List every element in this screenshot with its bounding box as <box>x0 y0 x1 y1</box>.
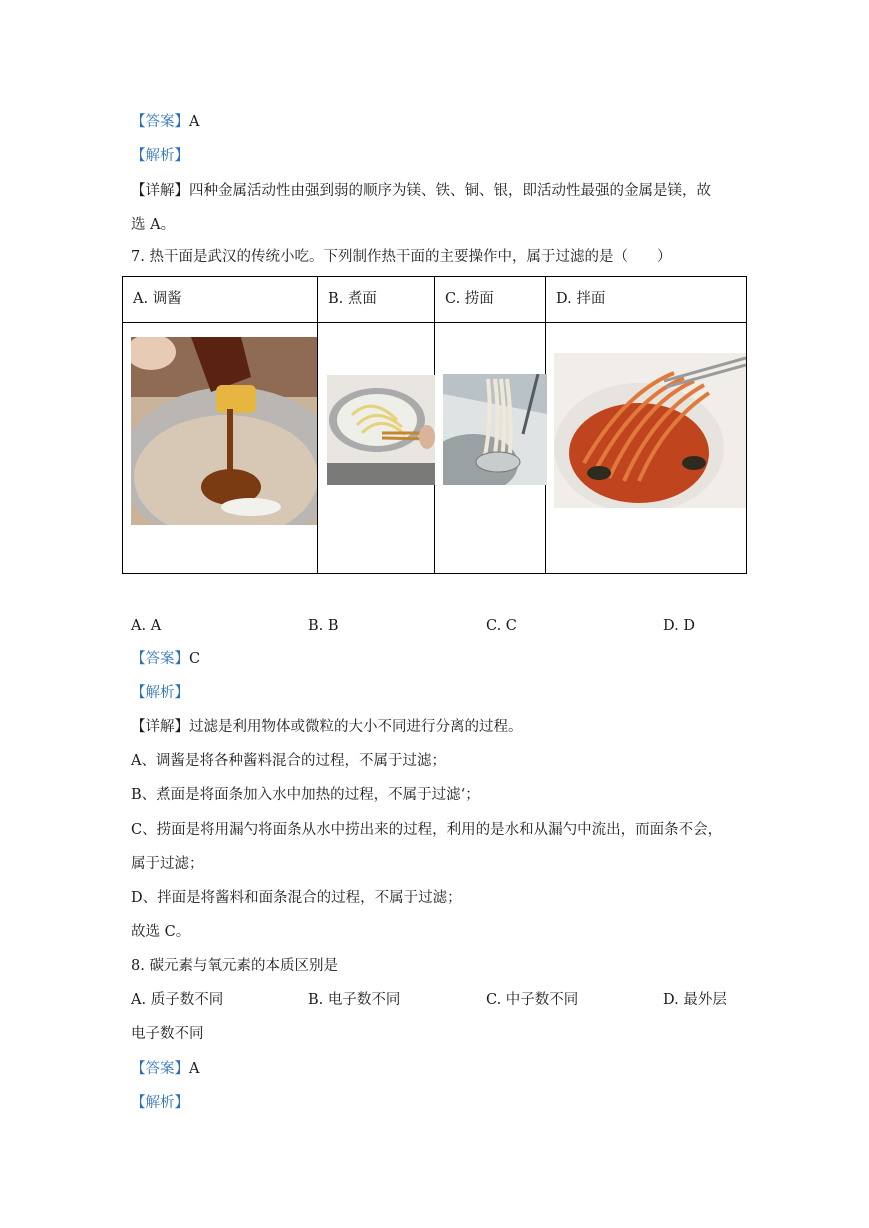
photo-cell-b <box>318 323 435 574</box>
q7-conclusion: 故选 C。 <box>131 924 191 940</box>
detail-line <box>131 181 711 201</box>
answer-value: A <box>189 114 200 130</box>
q7-detail-tag: 【详解】 <box>131 719 189 735</box>
q8-option-a: A. 质子数不同 <box>131 992 224 1008</box>
q7-answer-value: C <box>189 651 201 667</box>
option-c: C. C <box>486 618 517 634</box>
noodle-mixing-photo <box>554 353 746 508</box>
q8-option-b: B. 电子数不同 <box>308 992 401 1008</box>
q7-explanation-b: B、煮面是将面条加入水中加热的过程，不属于过滤‘； <box>131 787 480 803</box>
detail-continued: 选 A。 <box>131 217 176 233</box>
table-header-b: B. 煮面 <box>318 277 435 323</box>
q7-explanation-c-cont: 属于过滤； <box>131 856 204 872</box>
q8-answer-value: A <box>189 1061 200 1077</box>
noodle-scooping-photo <box>443 374 547 485</box>
photo-cell-d <box>546 323 747 574</box>
q8-answer-line <box>131 1059 199 1079</box>
q7-explanation-c: C、捞面是将用漏勺将面条从水中捞出来的过程，利用的是水和从漏勺中流出，而面条不会， <box>131 822 723 838</box>
option-a: A. A <box>131 618 162 634</box>
q8-option-d-wrap: 电子数不同 <box>131 1026 204 1042</box>
q7-explanation-d: D、拌面是将酱料和面条混合的过程，不属于过滤； <box>131 890 462 906</box>
q7-analysis-tag: 【解析】 <box>131 685 189 701</box>
q8-option-c: C. 中子数不同 <box>486 992 579 1008</box>
operations-table <box>122 276 747 574</box>
sauce-mixing-photo <box>131 337 317 525</box>
table-header-c: C. 捞面 <box>435 277 546 323</box>
table-header-a: A. 调酱 <box>123 277 318 323</box>
question-8-stem: 8. 碳元素与氧元素的本质区别是 <box>131 958 338 974</box>
photo-cell-a <box>123 323 318 574</box>
q7-answer-tag: 【答案】 <box>131 651 189 667</box>
photo-cell-c <box>435 323 546 574</box>
detail-tag: 【详解】 <box>131 183 189 199</box>
table-header-d: D. 拌面 <box>546 277 747 323</box>
q8-option-d: D. 最外层 <box>663 992 727 1008</box>
detail-text: 四种金属活动性由强到弱的顺序为镁、铁、铜、银，即活动性最强的金属是镁，故 <box>189 183 711 199</box>
option-b: B. B <box>308 618 339 634</box>
q7-detail-text: 过滤是利用物体或微粒的大小不同进行分离的过程。 <box>189 719 523 735</box>
q7-answer-line <box>131 649 200 669</box>
q8-answer-tag: 【答案】 <box>131 1061 189 1077</box>
noodle-boiling-photo <box>327 375 435 485</box>
answer-line <box>131 112 199 132</box>
q8-analysis-tag: 【解析】 <box>131 1095 189 1111</box>
analysis-tag: 【解析】 <box>131 148 189 164</box>
q7-detail-line <box>131 717 523 737</box>
q7-explanation-a: A、调酱是将各种酱料混合的过程，不属于过滤； <box>131 753 446 769</box>
question-7-stem: 7. 热干面是武汉的传统小吃。下列制作热干面的主要操作中，属于过滤的是（ ） <box>131 249 672 265</box>
answer-tag: 【答案】 <box>131 114 189 130</box>
option-d: D. D <box>663 618 695 634</box>
